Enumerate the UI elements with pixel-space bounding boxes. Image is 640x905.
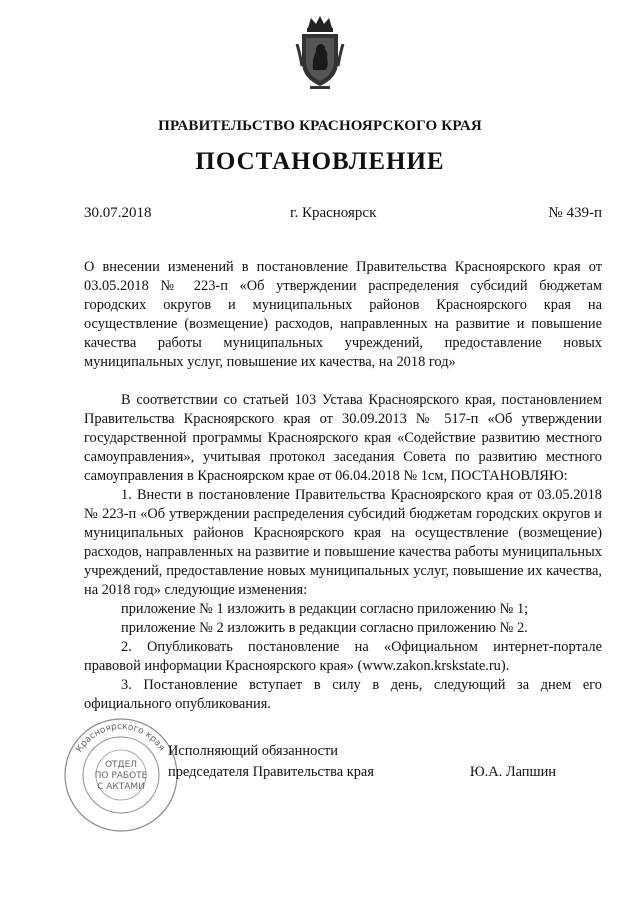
signatory-name: Ю.А. Лапшин bbox=[469, 764, 556, 780]
document-body bbox=[84, 258, 602, 714]
document-date: 30.07.2018 bbox=[84, 205, 152, 221]
clause-1-item-1: приложение № 1 изложить в редакции согласно приложению № 1; bbox=[121, 601, 529, 617]
clause-3-paragraph: 3. Постановление вступает в силу в день, следующий за днем его официального опубликования. bbox=[84, 677, 602, 712]
seal-stamp-icon bbox=[62, 716, 180, 834]
document-number: № 439-п bbox=[548, 205, 602, 221]
coat-of-arms-icon bbox=[294, 14, 346, 92]
clause-1-paragraph: 1. Внести в постановление Правительства Красноярского края от 03.05.2018 № 223-п «Об утверждении распределения субсидий бюджетам городских округов и муниципальных районов Красноярского края на осуществление (возмещение) расходов, направленных на развитие и повышение качества работы муниципальных учреждений, предоставление новых муниципальных услуг, повышение их качества, на 2018 год» следующие изменения: bbox=[84, 487, 602, 598]
document-subject: О внесении изменений в постановление Правительства Красноярского края от 03.05.2018 № 223-п «Об утверждении распределения субсидий бюджетам городских округов и муниципальных районов Красноярского края на осуществление (возмещение) расходов, направленных на развитие и повышение качества работы муниципальных учреждений, предоставление новых муниципальных услуг, повышение их качества, на 2018 год» bbox=[84, 259, 602, 370]
clause-1-item-2: приложение № 2 изложить в редакции согласно приложению № 2. bbox=[121, 620, 528, 636]
seal-center-line-3: С АКТАМИ bbox=[97, 782, 145, 792]
organization-title: ПРАВИТЕЛЬСТВО КРАСНОЯРСКОГО КРАЯ bbox=[158, 118, 482, 134]
seal-center-line-2: ПО РАБОТЕ bbox=[94, 771, 148, 781]
signatory-position-line-2: председателя Правительства края bbox=[168, 764, 374, 780]
signatory-position-line-1: Исполняющий обязанности bbox=[168, 743, 339, 759]
seal-center-line-1: ОТДЕЛ bbox=[104, 760, 138, 770]
clause-2-paragraph: 2. Опубликовать постановление на «Официальном интернет-портале правовой информации Красноярского края» (www.zakon.krskstate.ru). bbox=[84, 639, 602, 674]
document-type-title: ПОСТАНОВЛЕНИЕ bbox=[195, 148, 445, 175]
seal-ring-text: Красноярского края bbox=[74, 721, 167, 755]
preamble-paragraph: В соответствии со статьей 103 Устава Красноярского края, постановлением Правительства Красноярского края от 30.09.2013 № 517-п «Об утверждении государственной программы Красноярского края «Содействие развитию местного самоуправления», учитывая протокол заседания Совета по развитию местного самоуправления в Красноярском крае от 06.04.2018 № 1см, ПОСТАНОВЛЯЮ: bbox=[84, 392, 602, 484]
document-city: г. Красноярск bbox=[290, 205, 377, 221]
